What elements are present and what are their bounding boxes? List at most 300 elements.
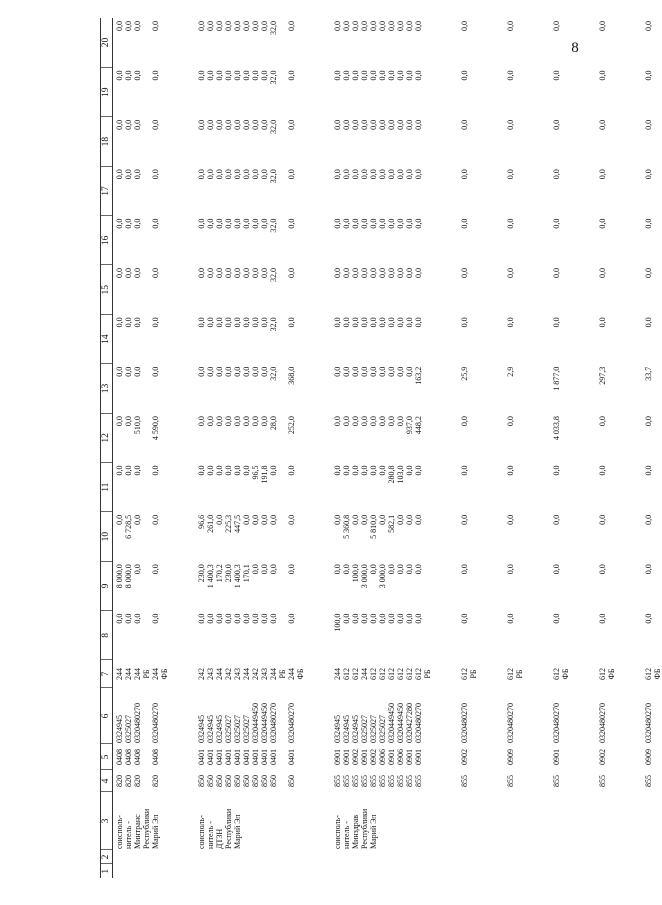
cell-line xyxy=(278,71,287,116)
value-cell-col-8-lines xyxy=(333,614,423,659)
cell-line: 0,0 xyxy=(287,218,296,229)
cell-line: 0,0 xyxy=(396,119,405,130)
cell-line: 0,0 xyxy=(260,268,269,278)
value-cell-col-9 xyxy=(169,561,305,610)
cell-line: 0,0 xyxy=(333,317,342,328)
cell-line: 0,0 xyxy=(224,119,233,130)
target-article-cell-lines xyxy=(197,689,296,743)
cell-line: 32,0 xyxy=(269,366,278,381)
target-article-cell xyxy=(524,688,570,744)
cell-line: 0,0 xyxy=(133,119,142,130)
cell-line: 0,0 xyxy=(242,169,251,180)
cell-line: 4 033,8 xyxy=(552,416,561,441)
cell-line: 0,0 xyxy=(115,70,124,81)
cell-line: 0,0 xyxy=(224,21,233,31)
cell-line: Республики xyxy=(360,808,369,849)
cell-line: 1 400,3 xyxy=(206,564,215,589)
value-cell-col-13 xyxy=(478,364,524,413)
cell-line: 0,0 xyxy=(260,119,269,130)
cell-line: 0,0 xyxy=(644,218,653,229)
cell-line: 0,0 xyxy=(552,514,561,525)
value-cell-col-16-lines xyxy=(552,219,561,264)
cell-line: 855 xyxy=(405,775,414,787)
value-cell-col-20-lines xyxy=(115,21,160,67)
cell-line: 0,0 xyxy=(206,613,215,624)
cell-line: 612 xyxy=(387,668,396,680)
value-cell-col-15 xyxy=(478,265,524,314)
cell-line: 0,0 xyxy=(552,70,561,81)
cell-line: 0,0 xyxy=(405,119,414,130)
target-article-cell xyxy=(432,688,478,744)
cell-line: 0,0 xyxy=(360,613,369,624)
cell-line: 855 xyxy=(460,775,469,787)
cell-line: 32,0 xyxy=(269,218,278,233)
cell-line: 0,0 xyxy=(133,268,142,278)
value-cell-col-19 xyxy=(113,68,170,117)
cell-line: 230,0 xyxy=(197,564,206,583)
cell-line: 0,0 xyxy=(369,119,378,130)
value-cell-col-18 xyxy=(432,117,478,166)
cell-line: 0,0 xyxy=(233,416,242,427)
cell-line: 0,0 xyxy=(197,169,206,180)
cell-line: 0,0 xyxy=(233,317,242,328)
cell-line: 0,0 xyxy=(151,613,160,624)
cell-line xyxy=(278,317,287,362)
cell-line: 447,5 xyxy=(233,514,242,533)
value-cell-col-10-lines xyxy=(552,515,561,560)
cell-line: 0,0 xyxy=(387,416,396,427)
cell-line: 280,8 xyxy=(387,465,396,484)
executor-cell xyxy=(432,792,478,850)
section-code-cell xyxy=(113,744,170,770)
cell-line: 0,0 xyxy=(251,268,260,278)
cell-line: 0,0 xyxy=(260,70,269,81)
grbs-code-cell xyxy=(169,770,305,792)
cell-line: 855 xyxy=(644,775,653,787)
cell-line: 0901 xyxy=(552,749,561,765)
cell-line: 0401 xyxy=(242,749,251,765)
cell-line: 0,0 xyxy=(133,218,142,229)
value-cell-col-20-lines xyxy=(552,21,561,67)
cell-line: 0,0 xyxy=(251,613,260,624)
cell-line: 850 xyxy=(224,775,233,787)
table-row xyxy=(432,18,478,878)
cell-line: 0,0 xyxy=(414,169,423,180)
value-cell-col-18-lines xyxy=(115,120,160,165)
cell-line: 0,0 xyxy=(115,465,124,476)
cell-line xyxy=(278,367,287,412)
cell-line: РБ xyxy=(142,669,151,679)
cell-line: 0,0 xyxy=(360,169,369,180)
cell-line: 28,0 xyxy=(269,416,278,431)
cell-line: 0,0 xyxy=(351,514,360,525)
cell-line: 0,0 xyxy=(552,268,561,278)
cell-line: 0,0 xyxy=(405,21,414,31)
value-cell-col-16-lines xyxy=(115,219,160,264)
target-article-cell-lines xyxy=(115,689,160,743)
cell-line: 0,0 xyxy=(342,416,351,427)
grbs-code-cell xyxy=(570,770,616,792)
cell-line: 0,0 xyxy=(206,70,215,81)
cell-line: нитель - xyxy=(342,821,351,849)
cell-line: 0,0 xyxy=(378,70,387,81)
value-cell-col-18-lines xyxy=(552,120,561,165)
value-cell-col-20-lines xyxy=(197,21,296,67)
cell-line: 0,0 xyxy=(405,514,414,525)
cell-line: 0320480270 xyxy=(269,703,278,743)
cell-line: 0,0 xyxy=(644,268,653,278)
value-cell-col-14 xyxy=(616,314,662,363)
cell-line: 32,0 xyxy=(269,317,278,332)
cell-line: 0324945 xyxy=(206,715,215,743)
cell-line: РБ xyxy=(278,669,287,679)
target-article-cell-lines xyxy=(506,689,515,743)
cell-line: 191,8 xyxy=(260,465,269,484)
value-cell-col-11-lines xyxy=(460,466,469,511)
cell-line: 0,0 xyxy=(506,514,515,525)
cell-line: 0,0 xyxy=(233,21,242,31)
value-cell-col-17-lines xyxy=(197,169,296,214)
executor-cell xyxy=(169,792,305,850)
funding-source-label: ФБ xyxy=(296,668,305,680)
cell-line: 850 xyxy=(260,775,269,787)
cell-line xyxy=(142,745,151,769)
cell-line: Минздрав xyxy=(351,814,360,849)
value-cell-col-18 xyxy=(524,117,570,166)
cell-line: 4 590,0 xyxy=(151,416,160,441)
cell-line: 0,0 xyxy=(552,21,561,31)
value-cell-col-12 xyxy=(305,413,432,462)
value-cell-col-20 xyxy=(524,18,570,68)
value-cell-col-14-lines xyxy=(506,317,515,362)
cell-line: 0,0 xyxy=(598,416,607,427)
cell-line: 0,0 xyxy=(342,465,351,476)
cell-line: 0,0 xyxy=(287,613,296,624)
cell-line: 261,0 xyxy=(206,514,215,533)
value-cell-col-17 xyxy=(570,166,616,215)
value-cell-col-8 xyxy=(616,611,662,660)
grbs-code-cell xyxy=(524,770,570,792)
cell-line: 0,0 xyxy=(342,317,351,328)
cell-line: 612 xyxy=(460,668,469,680)
cell-line xyxy=(278,219,287,264)
cell-line: 0,0 xyxy=(342,268,351,278)
cell-line: 0,0 xyxy=(115,119,124,130)
cell-line: 0,0 xyxy=(215,70,224,81)
column-header-2: 2 xyxy=(100,850,113,864)
value-cell-col-15-lines xyxy=(552,268,561,313)
value-cell-col-19-lines xyxy=(197,71,296,116)
cell-line: 0,0 xyxy=(215,268,224,278)
cell-line: 0,0 xyxy=(115,218,124,229)
cell-line: 0,0 xyxy=(287,317,296,328)
cell-line: 0401 xyxy=(233,749,242,765)
cell-line: 0,0 xyxy=(133,366,142,377)
value-cell-col-11 xyxy=(478,463,524,512)
table-row xyxy=(616,18,662,878)
value-cell-col-8 xyxy=(478,611,524,660)
cell-line: 0,0 xyxy=(206,465,215,476)
cell-line: 612 xyxy=(552,668,561,680)
value-cell-col-9 xyxy=(113,561,170,610)
cell-line: 855 xyxy=(598,775,607,787)
value-cell-col-19-lines xyxy=(644,71,653,116)
value-cell-col-10 xyxy=(432,512,478,561)
cell-line: 0,0 xyxy=(460,268,469,278)
value-cell-col-19-lines xyxy=(552,71,561,116)
value-cell-col-11 xyxy=(305,463,432,512)
cell-line: 0,0 xyxy=(387,169,396,180)
cell-line: 0,0 xyxy=(115,416,124,427)
value-cell-col-9 xyxy=(524,561,570,610)
cell-line: 0,0 xyxy=(124,366,133,377)
cell-line: Минтранс xyxy=(133,814,142,849)
value-cell-col-15-lines xyxy=(506,268,515,313)
cell-line: 612 xyxy=(405,668,414,680)
cell-line: 0,0 xyxy=(460,613,469,624)
cell-line: 0,0 xyxy=(360,366,369,377)
cell-line: соисполь- xyxy=(115,815,124,849)
value-cell-col-13 xyxy=(432,364,478,413)
value-cell-col-19 xyxy=(305,68,432,117)
value-cell-col-16 xyxy=(478,216,524,265)
cell-line: 0,0 xyxy=(251,218,260,229)
target-article-cell xyxy=(169,688,305,744)
cell-line: 0,0 xyxy=(351,218,360,229)
cell-line: 0901 xyxy=(387,749,396,765)
value-cell-col-17 xyxy=(478,166,524,215)
cell-line: 0,0 xyxy=(351,268,360,278)
cell-line: 0,0 xyxy=(206,416,215,427)
cell-line: 0,0 xyxy=(333,119,342,130)
table-row xyxy=(478,18,524,878)
value-cell-col-14 xyxy=(113,314,170,363)
grbs-code-cell xyxy=(616,770,662,792)
cell-line: 0,0 xyxy=(242,21,251,31)
cell-line: 100,0 xyxy=(333,613,342,632)
target-article-cell xyxy=(616,688,662,744)
cell-line: 8 000,0 xyxy=(115,564,124,589)
cell-line: 0,0 xyxy=(378,514,387,525)
value-cell-col-18-lines xyxy=(644,120,653,165)
cell-line: 0,0 xyxy=(115,21,124,31)
value-cell-col-18 xyxy=(305,117,432,166)
value-cell-col-18-lines xyxy=(333,120,423,165)
cell-line: 855 xyxy=(396,775,405,787)
cell-line: 0320480270 xyxy=(598,703,607,743)
cell-line: 0,0 xyxy=(414,268,423,278)
cell-line: 0,0 xyxy=(197,317,206,328)
cell-line: 0,0 xyxy=(378,613,387,624)
value-cell-col-14-lines xyxy=(197,317,296,362)
executor-cell xyxy=(113,792,170,850)
cell-line: 0,0 xyxy=(242,366,251,377)
cell-line xyxy=(278,268,287,313)
cell-line: 0,0 xyxy=(197,268,206,278)
col-2-cell xyxy=(478,850,524,864)
cell-line: 0,0 xyxy=(414,465,423,476)
cell-line: 0,0 xyxy=(124,317,133,328)
cell-line: 0401 xyxy=(251,749,260,765)
cell-line: 0,0 xyxy=(242,514,251,525)
cell-line: Марий Эл xyxy=(369,814,378,849)
cell-line: 0401 xyxy=(197,749,206,765)
cell-line: 0,0 xyxy=(133,21,142,31)
cell-line: 0320480270 xyxy=(151,703,160,743)
column-header-9: 9 xyxy=(100,561,113,610)
value-cell-col-15 xyxy=(432,265,478,314)
cell-line xyxy=(278,771,287,791)
cell-line: 0320449450 xyxy=(260,703,269,743)
value-cell-col-20 xyxy=(113,18,170,68)
cell-line xyxy=(269,793,278,849)
cell-line: 855 xyxy=(369,775,378,787)
value-cell-col-18 xyxy=(169,117,305,166)
executor-cell xyxy=(616,792,662,850)
cell-line: 0,0 xyxy=(460,70,469,81)
cell-line: 170,2 xyxy=(215,564,224,583)
value-cell-col-9 xyxy=(305,561,432,610)
cell-line: 0,0 xyxy=(260,21,269,31)
cell-line: 0,0 xyxy=(124,613,133,624)
value-cell-col-12-lines xyxy=(197,416,296,461)
expense-type-cell-lines xyxy=(460,661,478,687)
value-cell-col-12 xyxy=(616,413,662,462)
cell-line: 0320480270 xyxy=(460,703,469,743)
cell-line: 0,0 xyxy=(233,70,242,81)
cell-line: 0,0 xyxy=(506,465,515,476)
value-cell-col-8 xyxy=(113,611,170,660)
value-cell-col-14 xyxy=(478,314,524,363)
value-cell-col-14-lines xyxy=(333,317,423,362)
cell-line: 0,0 xyxy=(552,218,561,229)
cell-line: 0909 xyxy=(644,749,653,765)
cell-line: 0320480270 xyxy=(552,703,561,743)
column-header-17: 17 xyxy=(100,166,113,215)
cell-line: 0,0 xyxy=(552,613,561,624)
cell-line: 5 810,0 xyxy=(369,514,378,539)
value-cell-col-11 xyxy=(616,463,662,512)
cell-line: 0,0 xyxy=(197,21,206,31)
cell-line: 0325027 xyxy=(242,715,251,743)
column-header-3: 3 xyxy=(100,792,113,850)
value-cell-col-12 xyxy=(169,413,305,462)
cell-line: 0324945 xyxy=(333,715,342,743)
value-cell-col-10-lines xyxy=(598,515,607,560)
grbs-code-cell-lines xyxy=(197,771,296,791)
cell-line: 0,0 xyxy=(644,514,653,525)
value-cell-col-16-lines xyxy=(333,219,423,264)
cell-line: 0,0 xyxy=(224,70,233,81)
value-cell-col-20-lines xyxy=(598,21,607,67)
cell-line: 0,0 xyxy=(115,169,124,180)
cell-line: 0,0 xyxy=(333,366,342,377)
value-cell-col-9-lines xyxy=(115,564,160,609)
value-cell-col-10-lines xyxy=(506,515,515,560)
cell-line: 0,0 xyxy=(251,70,260,81)
cell-line: 0,0 xyxy=(242,70,251,81)
cell-line: 0,0 xyxy=(197,416,206,427)
cell-line: 0,0 xyxy=(460,21,469,31)
cell-line: 0,0 xyxy=(598,268,607,278)
cell-line: 0,0 xyxy=(260,613,269,624)
cell-line: 0,0 xyxy=(369,268,378,278)
target-article-cell-lines xyxy=(552,689,561,743)
cell-line: 0902 xyxy=(598,749,607,765)
cell-line: 0,0 xyxy=(342,70,351,81)
cell-line: 243 xyxy=(233,668,242,680)
cell-line: 0,0 xyxy=(215,514,224,525)
budget-table xyxy=(100,18,662,878)
cell-line: 0,0 xyxy=(206,119,215,130)
value-cell-col-9-lines xyxy=(460,564,469,609)
expense-type-cell xyxy=(478,660,524,688)
cell-line: 0,0 xyxy=(414,613,423,624)
cell-line: 0,0 xyxy=(506,613,515,624)
value-cell-col-13 xyxy=(616,364,662,413)
value-cell-col-14-lines xyxy=(644,317,653,362)
cell-line: 0,0 xyxy=(260,514,269,525)
col-2-cell xyxy=(570,850,616,864)
value-cell-col-16 xyxy=(524,216,570,265)
cell-line: 0,0 xyxy=(215,119,224,130)
cell-line: 0,0 xyxy=(133,613,142,624)
value-cell-col-11-lines xyxy=(598,466,607,511)
funding-source-label: РБ xyxy=(469,669,478,679)
cell-line: 0401 xyxy=(260,749,269,765)
cell-line: 0,0 xyxy=(215,218,224,229)
cell-line: 0,0 xyxy=(260,564,269,575)
cell-line: 0,0 xyxy=(598,514,607,525)
cell-line: 0401 xyxy=(206,749,215,765)
cell-line: 0,0 xyxy=(378,218,387,229)
expense-type-cell-lines xyxy=(333,661,432,687)
value-cell-col-19 xyxy=(169,68,305,117)
cell-line xyxy=(142,219,151,264)
cell-line: 0,0 xyxy=(360,119,369,130)
section-code-cell xyxy=(305,744,432,770)
cell-line: 0902 xyxy=(369,749,378,765)
value-cell-col-8-lines xyxy=(460,614,469,659)
column-header-5: 5 xyxy=(100,744,113,770)
cell-line: 0,0 xyxy=(351,465,360,476)
cell-line: Марий Эл xyxy=(151,814,160,849)
cell-line: 0,0 xyxy=(233,613,242,624)
value-cell-col-13 xyxy=(113,364,170,413)
grbs-code-cell-lines xyxy=(333,771,423,791)
cell-line: 0,0 xyxy=(333,21,342,31)
section-code-cell xyxy=(524,744,570,770)
cell-line: 0,0 xyxy=(506,416,515,427)
cell-line: 0,0 xyxy=(360,70,369,81)
cell-line: 32,0 xyxy=(269,169,278,184)
cell-line xyxy=(278,745,287,769)
value-cell-col-11-lines xyxy=(333,466,423,511)
cell-line: 0,0 xyxy=(206,169,215,180)
cell-line: 0,0 xyxy=(387,70,396,81)
cell-line: 0,0 xyxy=(414,70,423,81)
cell-line: 0,0 xyxy=(460,169,469,180)
cell-line: 0,0 xyxy=(552,169,561,180)
funding-source-label: РБ xyxy=(423,669,432,679)
cell-line: 0,0 xyxy=(215,21,224,31)
expense-type-cell xyxy=(169,660,305,688)
cell-line: 0,0 xyxy=(115,514,124,525)
target-article-cell xyxy=(570,688,616,744)
cell-line xyxy=(142,564,151,609)
value-cell-col-17-lines xyxy=(598,169,607,214)
value-cell-col-13 xyxy=(305,364,432,413)
